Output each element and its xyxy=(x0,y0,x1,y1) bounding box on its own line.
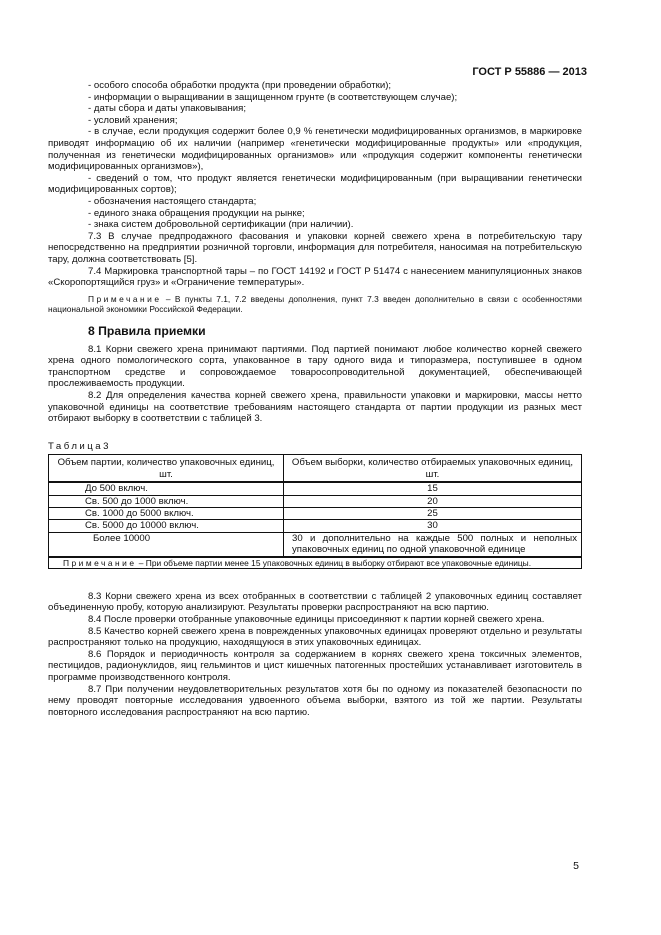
paragraph-8-4: 8.4 После проверки отобранные упаковочные единицы присоединяют к партии корней свежего хрена. xyxy=(88,614,545,626)
list-item: - единого знака обращения продукции на рынке; xyxy=(88,207,305,219)
table-header-cell: Объем партии, количество упаковочных единиц, шт. xyxy=(49,455,284,482)
list-item: - особого способа обработки продукта (при проведении обработки); xyxy=(88,80,392,91)
table-cell: 20 xyxy=(284,495,582,507)
table-3 xyxy=(48,454,582,568)
paragraph-8-7: 8.7 При получении неудовлетворительных результатов хотя бы по одному из показателей безопасности по нему проводят повторные исследования удвоенного объема выборки, взятого из той же партии. Результаты повторного исследования распространяют на всю партию. xyxy=(48,683,582,718)
table-cell: 25 xyxy=(284,508,582,520)
table-cell: Более 10000 xyxy=(49,532,284,556)
table-header-row xyxy=(49,455,582,482)
table-row xyxy=(49,532,582,556)
table-row xyxy=(49,482,582,495)
table-row xyxy=(49,495,582,507)
document-header: ГОСТ Р 55886 — 2013 xyxy=(472,66,587,78)
note-label: Примечание xyxy=(88,293,162,304)
table-cell: Св. 500 до 1000 включ. xyxy=(49,495,284,507)
section-8-title: 8 Правила приемки xyxy=(88,324,206,339)
table-cell: Св. 5000 до 10000 включ. xyxy=(49,520,284,532)
table-3-caption: Таблица3 xyxy=(48,440,111,452)
paragraph-8-5: 8.5 Качество корней свежего хрена в поврежденных упаковочных единицах проверяют отдельно и результаты распространяют только на продукцию, находящуюся в этих упаковочных единицах. xyxy=(48,625,582,649)
table-cell: Св. 1000 до 5000 включ. xyxy=(49,508,284,520)
list-item: - обозначения настоящего стандарта; xyxy=(88,195,257,207)
paragraph-8-1: 8.1 Корни свежего хрена принимают партиями. Под партией понимают любое количество корней свежего хрена одного помологического сорта, упакованное в тару одного вида и типоразмера, поступившее в одном транспортном средстве и сопровождаемое товаросопроводительной документацией, обеспечивающей прослеживаемость продукции. xyxy=(48,343,582,390)
paragraph-7-4: 7.4 Маркировка транспортной тары – по ГОСТ 14192 и ГОСТ Р 51474 с нанесением манипуляционных знаков «Скоропортящийся груз» и «Ограничение температуры». xyxy=(48,265,582,289)
note-text: – В пункты 7.1, 7.2 введены дополнения, пункт 7.3 введен дополнительно в связи с особенностями национальной экономики Российской Федерации. xyxy=(48,293,582,314)
list-item: - информации о выращивании в защищенном грунте (в соответствующем случае); xyxy=(88,91,458,103)
table-note-row xyxy=(49,557,582,569)
note-label: Примечание xyxy=(63,557,137,568)
paragraph-8-6: 8.6 Порядок и периодичность контроля за содержанием в корнях свежего хрена токсичных элементов, пестицидов, радионуклидов, яиц гельминтов и цист кишечных патогенных простейших устанавливает изготовитель в программе производственного контроля. xyxy=(48,648,582,684)
list-item: - знака систем добровольной сертификации (при наличии). xyxy=(88,219,354,231)
note-text: – При объеме партии менее 15 упаковочных единиц в выборку отбирают все упаковочные единицы. xyxy=(136,557,532,568)
table-row xyxy=(49,520,582,532)
note-7 xyxy=(48,294,582,314)
list-item: - условий хранения; xyxy=(88,114,178,126)
table-cell: До 500 включ. xyxy=(49,482,284,495)
table-cell: 30 и дополнительно на каждые 500 полных и неполных упаковочных единиц по одной упаковочной единице xyxy=(284,532,582,556)
document-body xyxy=(48,80,582,718)
list-item: - даты сбора и даты упаковывания; xyxy=(88,103,247,115)
paragraph-gmo-varieties: - сведений о том, что продукт является генетически модифицированным (при выращивании генетически модифицированных сортов); xyxy=(48,172,582,196)
table-note xyxy=(49,557,582,569)
table-header-cell: Объем выборки, количество отбираемых упаковочных единиц, шт. xyxy=(284,455,582,482)
table-cell: 30 xyxy=(284,520,582,532)
table-cell: 15 xyxy=(284,482,582,495)
paragraph-8-3: 8.3 Корни свежего хрена из всех отобранных в соответствии с таблицей 2 упаковочных единиц составляет объединенную пробу, которую анализируют. Результаты проверки распространяют на всю партию. xyxy=(48,590,582,614)
table-row xyxy=(49,508,582,520)
paragraph-7-3: 7.3 В случае предпродажного фасования и упаковки корней свежего хрена в потребительскую тару непосредственно на предприятии розничной торговли, информация для потребителя, наносимая на потребительскую тару, должна соответствовать [5]. xyxy=(48,230,582,265)
page-number: 5 xyxy=(573,860,579,872)
paragraph-8-2: 8.2 Для определения качества корней свежего хрена, правильности упаковки и маркировки, массы нетто упаковочной единицы на соответствие требованиям настоящего стандарта от партии продукции из разных мест отбирают выборку в соответствии с таблицей 3. xyxy=(48,390,582,425)
paragraph-gmo: - в случае, если продукция содержит более 0,9 % генетически модифицированных организмов, в маркировке приводят информацию об их наличии (например «генетически модифицированные продукты» или «продукция, полученная из генетически модифицированных организмов» или «продукция содержит компоненты генетически модифицированных организмов»), xyxy=(48,126,582,173)
